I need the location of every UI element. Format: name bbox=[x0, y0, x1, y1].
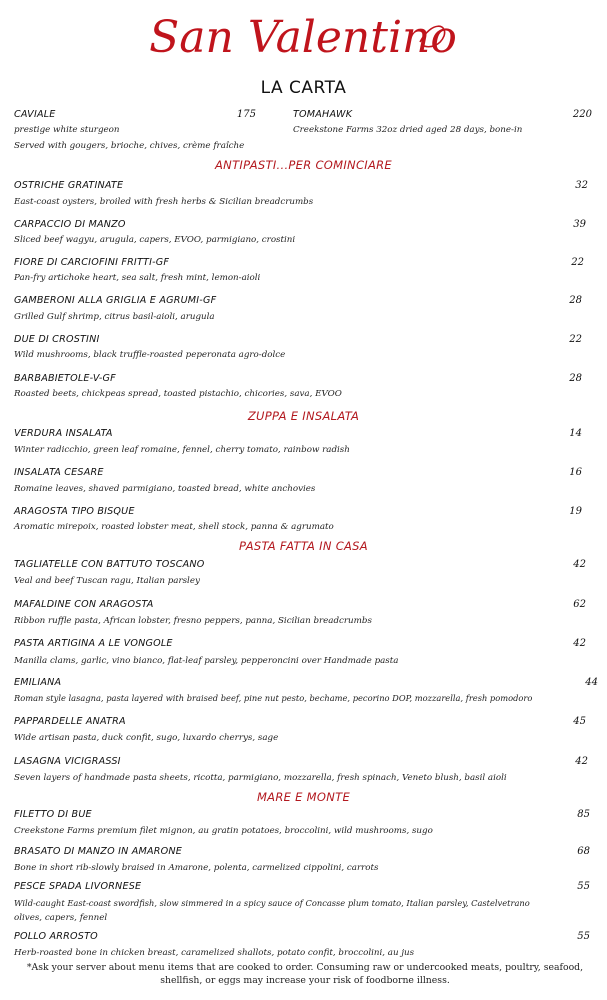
featured-item-price: 175 bbox=[236, 109, 256, 120]
menu-item-name: POLLO ARROSTO bbox=[14, 931, 98, 942]
menu-item-price: 28 bbox=[569, 373, 582, 384]
menu-item-price: 28 bbox=[569, 295, 582, 306]
menu-item-desc: East-coast oysters, broiled with fresh herbs & Sicilian breadcrumbs bbox=[14, 197, 314, 207]
menu-item-name: FIORE DI CARCIOFINI FRITTI-GF bbox=[14, 257, 170, 268]
menu-item-price: 42 bbox=[573, 559, 586, 570]
menu-item-price: 42 bbox=[573, 638, 586, 649]
menu-item-name: MAFALDINE CON ARAGOSTA bbox=[14, 599, 154, 610]
menu-item-desc: Wild-caught East-coast swordfish, slow simmered in a spicy sauce of Concasse plum tomato, Italian parsley, Castelvetrano bbox=[14, 898, 530, 908]
menu-item-name: VERDURA INSALATA bbox=[14, 428, 113, 439]
menu-item-name: BRASATO DI MANZO IN AMARONE bbox=[14, 846, 182, 857]
menu-item-name: LASAGNA VICIGRASSI bbox=[14, 756, 121, 767]
menu-item-desc: Roasted beets, chickpeas spread, toasted pistachio, chicories, sava, EVOO bbox=[14, 389, 342, 399]
page-heading: LA CARTA bbox=[260, 78, 347, 98]
menu-item-desc: Herb-roasted bone in chicken breast, caramelized shallots, potato confit, broccolini, au jus bbox=[14, 948, 415, 958]
menu-item-desc: Manilla clams, garlic, vino bianco, flat-leaf parsley, pepperoncini over Handmade pasta bbox=[14, 656, 399, 666]
menu-item-desc: Pan-fry artichoke heart, sea salt, fresh mint, lemon-aioli bbox=[14, 273, 261, 283]
menu-item-price: 14 bbox=[569, 428, 582, 439]
menu-item-desc-continued: olives, capers, fennel bbox=[14, 913, 108, 923]
menu-item-name: BARBABIETOLE-V-GF bbox=[14, 373, 116, 384]
menu-item-price: 39 bbox=[573, 219, 586, 230]
menu-item-price: 16 bbox=[569, 467, 582, 478]
featured-item-desc: Served with gougers, brioche, chives, crème fraîche bbox=[14, 141, 245, 151]
featured-item-desc: prestige white sturgeon bbox=[14, 125, 120, 135]
menu-item-desc: Romaine leaves, shaved parmigiano, toasted bread, white anchovies bbox=[14, 484, 316, 494]
menu-item-desc: Roman style lasagna, pasta layered with braised beef, pine nut pesto, bechame, pecorino DOP, mozzarella, fresh pomodoro bbox=[14, 693, 533, 703]
featured-item-desc: Creekstone Farms 32oz dried aged 28 days, bone-in bbox=[293, 125, 523, 135]
section-title: PASTA FATTA IN CASA bbox=[239, 539, 368, 553]
menu-item-desc: Wild mushrooms, black truffle-roasted peperonata agro-dolce bbox=[14, 350, 286, 360]
featured-item-name: CAVIALE bbox=[14, 109, 56, 120]
menu-item-desc: Ribbon ruffle pasta, African lobster, fresno peppers, panna, Sicilian breadcrumbs bbox=[14, 616, 372, 626]
menu-item-name: FILETTO DI BUE bbox=[14, 809, 92, 820]
menu-item-desc: Sliced beef wagyu, arugula, capers, EVOO, parmigiano, crostini bbox=[14, 235, 296, 245]
menu-item-desc: Winter radicchio, green leaf romaine, fennel, cherry tomato, rainbow radish bbox=[14, 445, 350, 455]
menu-item-price: 62 bbox=[573, 599, 586, 610]
menu-item-desc: Seven layers of handmade pasta sheets, ricotta, parmigiano, mozzarella, fresh spinach, Veneto blush, basil aioli bbox=[14, 773, 507, 783]
menu-item-price: 32 bbox=[575, 180, 588, 191]
menu-item-desc: Veal and beef Tuscan ragu, Italian parsley bbox=[14, 576, 200, 586]
menu-item-name: OSTRICHE GRATINATE bbox=[14, 180, 124, 191]
san-valentino-script-logo bbox=[0, 2, 607, 68]
menu-item-name: INSALATA CESARE bbox=[14, 467, 104, 478]
menu-item-name: TAGLIATELLE CON BATTUTO TOSCANO bbox=[14, 559, 205, 570]
health-disclaimer: *Ask your server about menu items that are cooked to order. Consuming raw or undercooked meats, poultry, seafood, shellfish, or eggs may increase your risk of foodborne illness. bbox=[26, 962, 584, 986]
featured-item-price: 220 bbox=[572, 109, 592, 120]
menu-item-name: ARAGOSTA TIPO BISQUE bbox=[14, 506, 135, 517]
menu-item-price: 55 bbox=[577, 881, 590, 892]
menu-item-desc: Bone in short rib-slowly braised in Amarone, polenta, carmelized cippolini, carrots bbox=[14, 863, 379, 873]
menu-item-name: PAPPARDELLE ANATRA bbox=[14, 716, 126, 727]
menu-item-price: 55 bbox=[577, 931, 590, 942]
menu-item-price: 45 bbox=[573, 716, 586, 727]
menu-item-price: 19 bbox=[569, 506, 582, 517]
menu-item-name: DUE DI CROSTINI bbox=[14, 334, 100, 345]
menu-item-price: 44 bbox=[585, 677, 598, 688]
section-title: MARE E MONTE bbox=[256, 790, 351, 804]
menu-item-price: 42 bbox=[575, 756, 588, 767]
menu-item-desc: Wide artisan pasta, duck confit, sugo, luxardo cherrys, sage bbox=[14, 733, 279, 743]
menu-item-desc: Aromatic mirepoix, roasted lobster meat, shell stock, panna & agrumato bbox=[14, 522, 334, 532]
script-title-text: San Valentino bbox=[149, 12, 457, 63]
menu-item-name: EMILIANA bbox=[14, 677, 62, 688]
menu-item-desc: Grilled Gulf shrimp, citrus basil-aioli, arugula bbox=[14, 312, 215, 322]
menu-item-name: GAMBERONI ALLA GRIGLIA E AGRUMI-GF bbox=[14, 295, 217, 306]
menu-item-price: 68 bbox=[577, 846, 590, 857]
menu-item-price: 22 bbox=[569, 334, 582, 345]
menu-item-price: 85 bbox=[577, 809, 590, 820]
menu-item-price: 22 bbox=[571, 257, 584, 268]
menu-item-name: PESCE SPADA LIVORNESE bbox=[14, 881, 142, 892]
menu-item-desc: Creekstone Farms premium filet mignon, au gratin potatoes, broccolini, wild mushrooms, sugo bbox=[14, 826, 433, 836]
section-title: ZUPPA E INSALATA bbox=[247, 409, 360, 423]
menu-item-name: CARPACCIO DI MANZO bbox=[14, 219, 126, 230]
menu-item-name: PASTA ARTIGINA A LE VONGOLE bbox=[14, 638, 173, 649]
section-title: ANTIPASTI...PER COMINCIARE bbox=[215, 158, 392, 172]
featured-item-name: TOMAHAWK bbox=[293, 109, 353, 120]
